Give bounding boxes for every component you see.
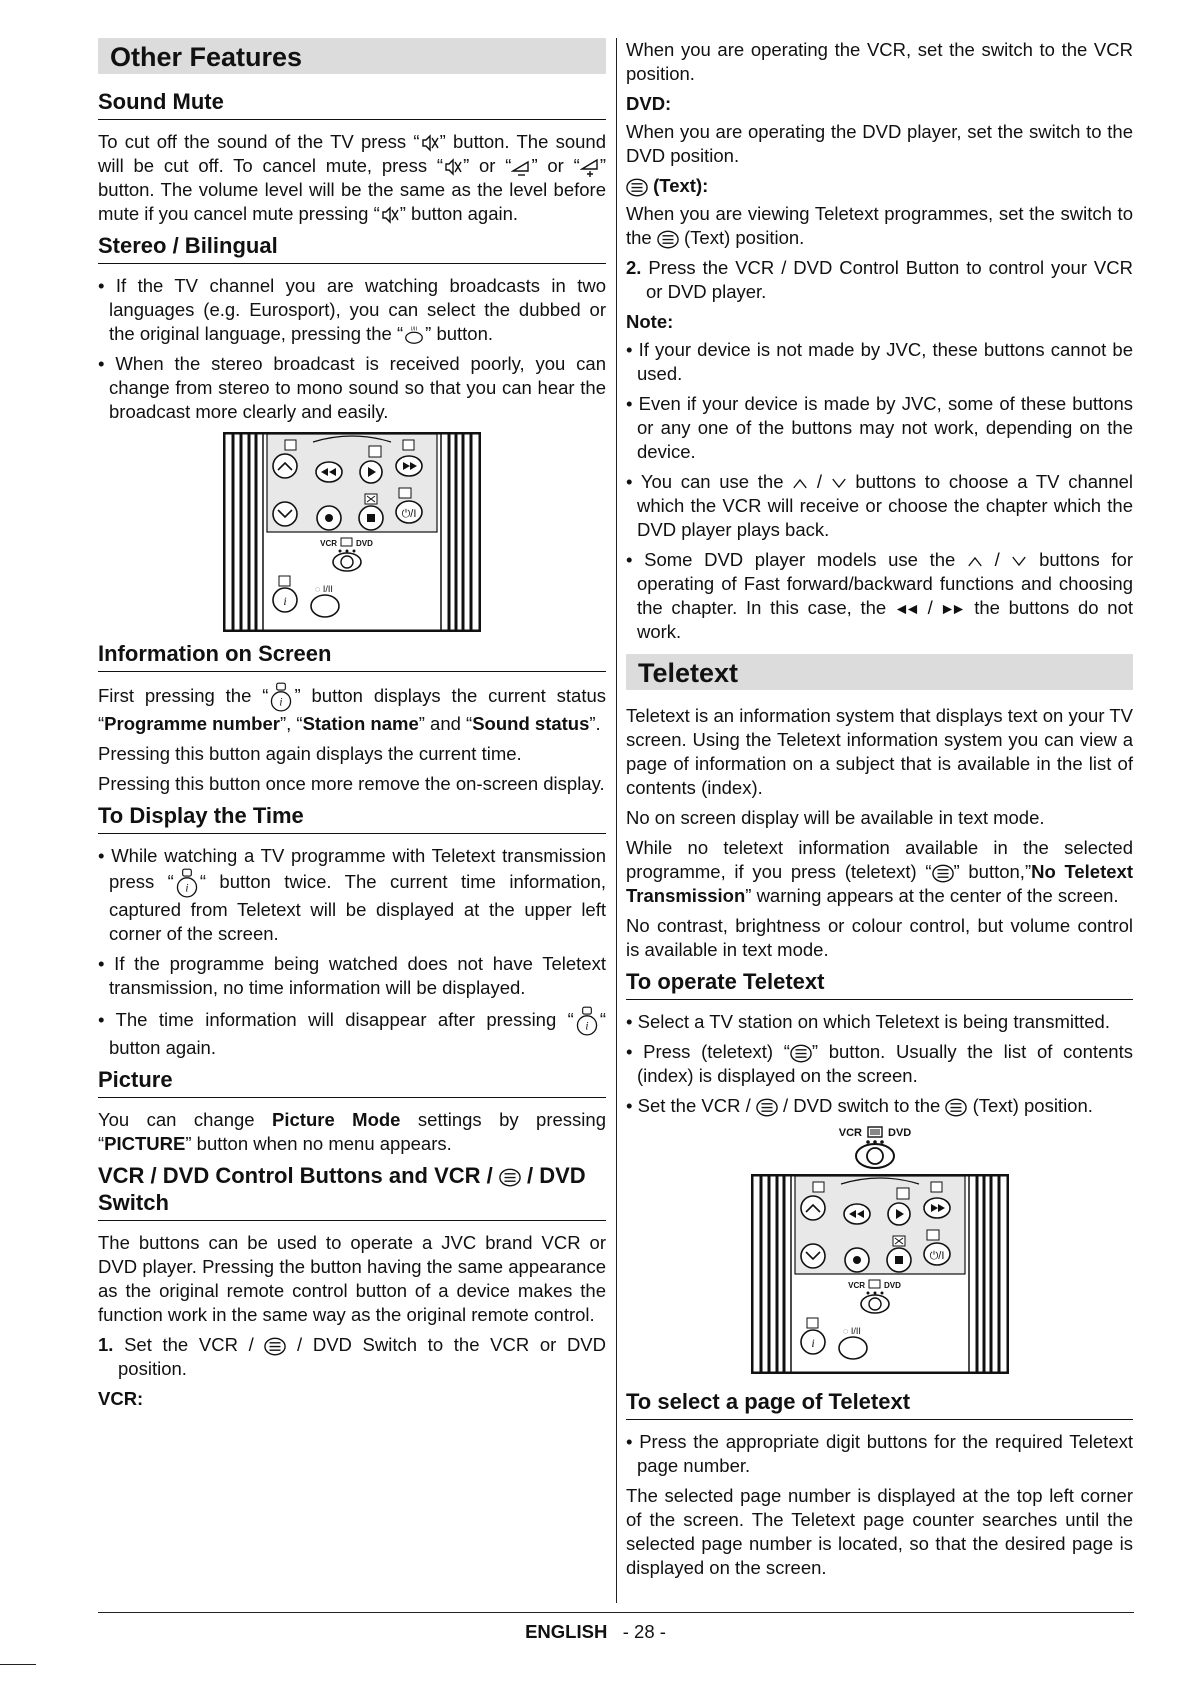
page-footer [0,1620,1191,1644]
teletext-icon [657,230,679,249]
fast-forward-icon [941,604,965,615]
time-list [98,844,606,1060]
footer-divider [98,1612,1134,1613]
crop-mark [0,1664,36,1665]
volume-down-icon [511,157,531,177]
left-column [98,38,606,1411]
footer-language: ENGLISH [525,1621,608,1642]
info-icon [574,1006,600,1036]
column-divider [616,38,617,1603]
rewind-icon [895,604,919,615]
teletext-icon [945,1098,967,1117]
list-item: • Even if your device is made by JVC, some of these buttons or any one of the buttons may not work, depending on the device. [626,393,1133,462]
list-item: • You can use the / buttons to choose a TV channel which the VCR will receive or choose the chapter which the DVD player plays back. [626,471,1134,540]
teletext-icon [756,1098,778,1117]
list-item: • While watching a TV programme with Teletext transmission press “ “ button twice. The current time information, captured from Teletext will be displayed at the upper left corner of the screen. [98,845,606,945]
select-page-text: The selected page number is displayed at the top left corner of the screen. The Teletext page counter searches until the selected page number is located, so that the desired page is displayed on the screen. [626,1485,1133,1578]
heading-sound-mute: Sound Mute [98,88,606,120]
list-item: • Some DVD player models use the / buttons for operating of Fast forward/backward functions and choosing the chapter. In this case, the / the buttons do not work. [626,549,1133,642]
list-item: • Press (teletext) “ ” button. Usually the list of contents (index) is displayed on the screen. [626,1041,1133,1086]
info-icon [174,868,200,898]
step-2: 2. Press the VCR / DVD Control Button to control your VCR or DVD player. [626,257,1133,302]
page-number: - 28 - [622,1621,666,1642]
picture-text: You can change Picture Mode settings by pressing “PICTURE” button when no menu appears. [98,1109,606,1155]
list-item: • The time information will disappear after pressing “ “ button again. [98,1006,606,1060]
operate-list [626,1010,1133,1118]
note-list [626,338,1133,644]
teletext-icon [932,864,954,883]
dvd-label: DVD: [626,93,672,114]
info-text-1: First pressing the “ ” button displays the current status “Programme number”, “Station name” and “Sound status”. [98,682,606,736]
heading-information-on-screen: Information on Screen [98,640,606,672]
info-icon [268,682,294,712]
text-position-text: When you are viewing Teletext programmes, set the switch to the (Text) position. [626,203,1133,248]
teletext-icon [499,1168,521,1187]
mute-icon [443,157,463,177]
list-item: • If the TV channel you are watching broadcasts in two languages (e.g. Eurosport), you can select the dubbed or the original language, pressing the “ ” button. [98,274,606,346]
list-item: • When the stereo broadcast is received poorly, you can change from stereo to mono sound so that you can hear the broadcast more clearly and easily. [98,353,606,423]
heading-operate-teletext: To operate Teletext [626,968,1133,1000]
chevron-down-icon [831,477,847,490]
teletext-icon [626,178,648,197]
section-title-other-features: Other Features [98,38,606,74]
chevron-up-icon [792,477,808,490]
step-1: 1. Set the VCR / / DVD Switch to the VCR or DVD position. [98,1334,606,1380]
remote-control-illustration [223,432,481,632]
teletext-text-3: While no teletext information available in the selected programme, if you press (teletext) “ ” button,”No Teletext Transmission” warning appears at the center of the screen. [626,837,1133,906]
heading-select-page: To select a page of Teletext [626,1388,1133,1420]
dvd-position-text: When you are operating the DVD player, set the switch to the DVD position. [626,121,1133,166]
teletext-text-2: No on screen display will be available in text mode. [626,807,1045,828]
heading-display-time: To Display the Time [98,802,606,834]
dual-sound-icon [403,324,425,346]
teletext-text-4: No contrast, brightness or colour control, but volume control is available in text mode. [626,915,1133,960]
vcr-dvd-switch-illustration [835,1124,925,1170]
list-item: • Set the VCR / / DVD switch to the (Text) position. [626,1095,1093,1116]
heading-vcr-dvd-control: VCR / DVD Control Buttons and VCR / / DVD Switch [98,1162,606,1221]
mute-icon [420,133,440,153]
section-title-teletext: Teletext [626,654,1133,690]
list-item: • Select a TV station on which Teletext is being transmitted. [626,1011,1110,1032]
teletext-text-1: Teletext is an information system that displays text on your TV screen. Using the Teletext information system you can view a page of information on a subject that is available in the list of contents (index). [626,705,1133,798]
teletext-icon [264,1337,286,1356]
right-column [626,38,1133,1586]
heading-stereo-bilingual: Stereo / Bilingual [98,232,606,264]
sound-mute-text: To cut off the sound of the TV press “ ” button. The sound will be cut off. To cancel mute, press “ ” or “ ” or “ ” button. The volume level will be the same as the level before mute if you cancel mute pressing “ ” button again. [98,131,606,225]
list-item: • If your device is not made by JVC, these buttons cannot be used. [626,339,1133,384]
list-item: • If the programme being watched does not have Teletext transmission, no time information will be displayed. [98,953,606,999]
vcr-position-text: When you are operating the VCR, set the switch to the VCR position. [626,39,1133,84]
mute-icon [380,205,400,225]
vcr-label: VCR: [98,1388,144,1410]
info-text-2: Pressing this button again displays the current time. [98,743,522,765]
remote-control-illustration [751,1174,1009,1374]
text-label: (Text): [626,174,1133,198]
chevron-down-icon [1011,555,1027,568]
volume-up-icon [580,156,600,178]
stereo-list [98,274,606,424]
vcr-intro-text: The buttons can be used to operate a JVC brand VCR or DVD player. Pressing the button having the same appearance as the original remote control button of a device makes the function work in the same way as the original remote control. [98,1232,606,1326]
info-text-3: Pressing this button once more remove the on-screen display. [98,773,605,795]
teletext-icon [790,1044,812,1063]
heading-picture: Picture [98,1066,606,1098]
chevron-up-icon [967,555,983,568]
list-item: • Press the appropriate digit buttons for the required Teletext page number. [626,1431,1133,1476]
select-list [626,1430,1133,1478]
note-label: Note: [626,311,674,332]
